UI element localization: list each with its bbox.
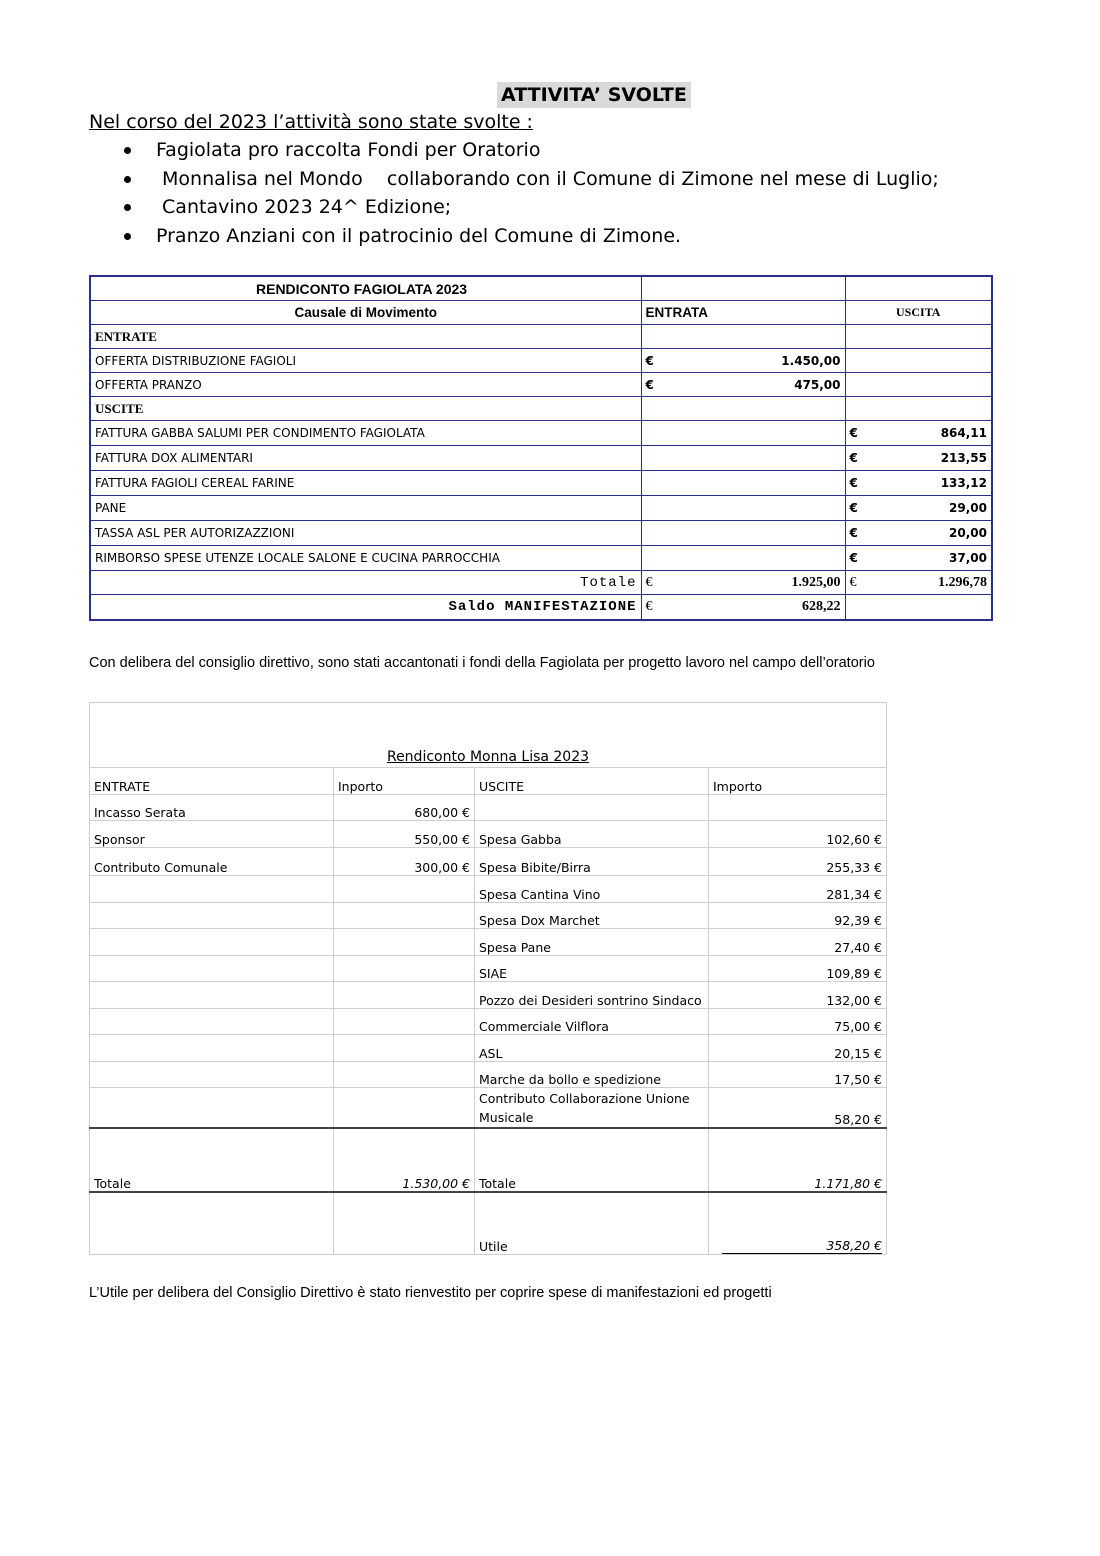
list-item: Pranzo Anziani con il patrocinio del Comune di Zimone. — [89, 222, 939, 251]
currency-symbol: € — [849, 501, 858, 515]
currency-symbol: € — [645, 353, 654, 368]
column-header-importo-uscite: Importo — [709, 768, 887, 795]
row-label: OFFERTA PRANZO — [90, 373, 641, 397]
uscita-amount: 37,00 — [949, 551, 987, 565]
table-header-row — [90, 768, 887, 795]
bullet-icon — [124, 233, 131, 240]
list-item: Fagiolata pro raccolta Fondi per Oratorio — [89, 136, 939, 165]
table-row: Contributo Collaborazione Unione Musicale 58,20 € — [90, 1088, 887, 1128]
utile-value: 358,20 € — [722, 1238, 882, 1254]
currency-symbol: € — [849, 551, 858, 565]
uscita-amount: 29,00 — [949, 501, 987, 515]
monnalisa-table — [89, 702, 887, 1255]
totale-label: Totale — [90, 571, 641, 595]
totale-uscite: 1.171,80 € — [709, 1128, 887, 1192]
column-header-uscita: USCITA — [845, 301, 992, 325]
currency-symbol: € — [645, 574, 653, 590]
section-label-uscite: USCITE — [90, 397, 641, 421]
totale-entrate: 1.530,00 € — [334, 1128, 475, 1192]
totale-uscita: 1.296,78 — [938, 574, 987, 590]
entrata-amount: 1.450,00 — [781, 353, 841, 368]
table-row — [90, 446, 992, 471]
list-item: Monnalisa nel Mondo collaborando con il Comune di Zimone nel mese di Luglio; — [89, 165, 939, 194]
row-label: OFFERTA DISTRIBUZIONE FAGIOLI — [90, 349, 641, 373]
row-label: PANE — [90, 496, 641, 521]
totale-entrata: 1.925,00 — [791, 574, 841, 590]
table-row: Pozzo dei Desideri sontrino Sindaco 132,00 € — [90, 982, 887, 1009]
saldo-row — [90, 595, 992, 620]
currency-symbol: € — [645, 598, 653, 614]
row-label: FATTURA DOX ALIMENTARI — [90, 446, 641, 471]
table-row: Commerciale Vilflora 75,00 € — [90, 1009, 887, 1035]
utile-row — [90, 1192, 887, 1255]
table-header-row — [90, 301, 992, 325]
uscita-amount: 213,55 — [940, 451, 987, 465]
list-item: Cantavino 2023 24^ Edizione; — [89, 193, 939, 222]
saldo-value: 628,22 — [802, 598, 841, 614]
table-row: Contributo Comunale 300,00 € Spesa Bibite/Birra 255,33 € — [90, 848, 887, 876]
uscita-amount: 864,11 — [940, 426, 987, 440]
column-header-entrate: ENTRATE — [90, 768, 334, 795]
row-label: FATTURA GABBA SALUMI PER CONDIMENTO FAGIOLATA — [90, 421, 641, 446]
table-row — [90, 471, 992, 496]
totale-label-entrate: Totale — [90, 1128, 334, 1192]
column-header-entrata: ENTRATA — [641, 301, 845, 325]
table-row — [90, 373, 992, 397]
table-row: Sponsor 550,00 € Spesa Gabba 102,60 € — [90, 821, 887, 848]
monnalisa-note: L’Utile per delibera del Consiglio Direttivo è stato rienvestito per coprire spese di manifestazioni ed progetti — [89, 1285, 772, 1301]
section-label-entrate: ENTRATE — [90, 325, 641, 349]
currency-symbol: € — [849, 574, 857, 590]
bullet-icon — [124, 176, 131, 183]
currency-symbol: € — [849, 526, 858, 540]
currency-symbol: € — [645, 377, 654, 392]
activities-list — [89, 136, 939, 250]
table-row — [90, 349, 992, 373]
table-row — [90, 521, 992, 546]
table-row: Spesa Dox Marchet 92,39 € — [90, 903, 887, 929]
currency-symbol: € — [849, 426, 858, 440]
uscita-amount: 133,12 — [940, 476, 987, 490]
table-title: RENDICONTO FAGIOLATA 2023 — [90, 276, 641, 301]
table-row — [90, 421, 992, 446]
currency-symbol: € — [849, 451, 858, 465]
totale-label-uscite: Totale — [475, 1128, 709, 1192]
section-row-uscite — [90, 397, 992, 421]
row-label: FATTURA FAGIOLI CEREAL FARINE — [90, 471, 641, 496]
table-row: Spesa Pane 27,40 € — [90, 929, 887, 956]
table-row — [90, 496, 992, 521]
column-header-causale: Causale di Movimento — [90, 301, 641, 325]
fagiolata-table — [89, 275, 993, 621]
page-title: ATTIVITA’ SVOLTE — [497, 82, 691, 108]
bullet-icon — [124, 204, 131, 211]
saldo-label: Saldo MANIFESTAZIONE — [90, 595, 641, 620]
uscita-amount: 20,00 — [949, 526, 987, 540]
totals-row — [90, 1128, 887, 1192]
table-row: Marche da bollo e spedizione 17,50 € — [90, 1062, 887, 1088]
utile-label: Utile — [475, 1192, 709, 1255]
table-row — [90, 546, 992, 571]
table-title: Rendiconto Monna Lisa 2023 — [90, 703, 887, 768]
entrata-amount: 475,00 — [794, 377, 841, 392]
table-title-row — [90, 276, 992, 301]
table-row: Spesa Cantina Vino 281,34 € — [90, 876, 887, 903]
column-header-uscite: USCITE — [475, 768, 709, 795]
section-row-entrate — [90, 325, 992, 349]
row-label: TASSA ASL PER AUTORIZAZZIONI — [90, 521, 641, 546]
row-label: RIMBORSO SPESE UTENZE LOCALE SALONE E CUCINA PARROCCHIA — [90, 546, 641, 571]
currency-symbol: € — [849, 476, 858, 490]
intro-text: Nel corso del 2023 l’attività sono state svolte : — [89, 111, 533, 133]
bullet-icon — [124, 147, 131, 154]
table-row: Incasso Serata 680,00 € — [90, 795, 887, 821]
totals-row — [90, 571, 992, 595]
table-row: SIAE 109,89 € — [90, 956, 887, 982]
fagiolata-note: Con delibera del consiglio direttivo, sono stati accantonati i fondi della Fagiolata per progetto lavoro nel campo dell’oratorio — [89, 655, 875, 671]
column-header-importo-entrate: Inporto — [334, 768, 475, 795]
table-row: ASL 20,15 € — [90, 1035, 887, 1062]
